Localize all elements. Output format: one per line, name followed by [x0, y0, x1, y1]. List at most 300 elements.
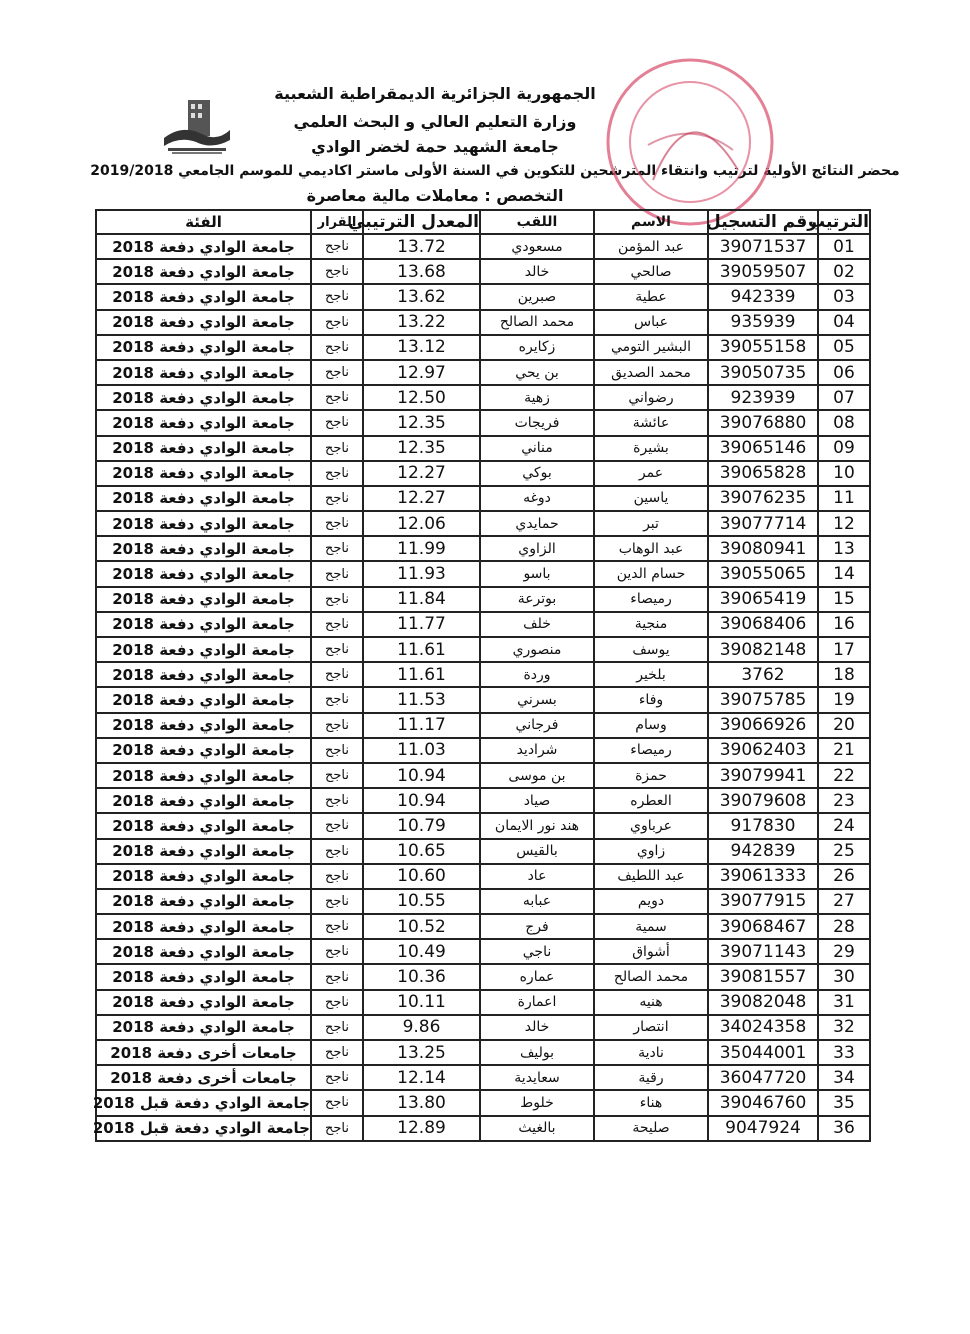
cell-decision: ناجح: [311, 939, 363, 964]
cell-registration: 9047924: [708, 1116, 818, 1141]
table-row: [96, 1040, 870, 1065]
cell-rank: 32: [818, 1015, 870, 1040]
cell-last-name: عبابه: [480, 889, 594, 914]
cell-average: 13.68: [363, 259, 480, 284]
cell-last-name: شراديد: [480, 738, 594, 763]
specialty-title: التخصص : معاملات مالية معاصرة: [306, 186, 564, 205]
table-row: [96, 788, 870, 813]
cell-first-name: بلخير: [594, 662, 708, 687]
cell-decision: ناجح: [311, 561, 363, 586]
header-decision: القرار: [311, 210, 363, 234]
cell-average: 11.93: [363, 561, 480, 586]
cell-first-name: دويم: [594, 889, 708, 914]
cell-registration: 39079608: [708, 788, 818, 813]
cell-last-name: بن يحي: [480, 360, 594, 385]
table-row: [96, 687, 870, 712]
table-header-row: [96, 210, 870, 234]
cell-rank: 06: [818, 360, 870, 385]
cell-category: جامعة الوادي دفعة 2018: [96, 713, 311, 738]
results-table: [92, 209, 871, 1142]
cell-first-name: عباس: [594, 310, 708, 335]
cell-decision: ناجح: [311, 234, 363, 259]
cell-average: 10.65: [363, 839, 480, 864]
cell-category: جامعة الوادي دفعة قبل 2018: [96, 1116, 311, 1141]
cell-first-name: أشواق: [594, 939, 708, 964]
cell-rank: 13: [818, 536, 870, 561]
cell-decision: ناجح: [311, 864, 363, 889]
cell-first-name: العطره: [594, 788, 708, 813]
cell-decision: ناجح: [311, 410, 363, 435]
cell-first-name: وسام: [594, 713, 708, 738]
cell-average: 12.06: [363, 511, 480, 536]
cell-last-name: خلف: [480, 612, 594, 637]
cell-category: جامعة الوادي دفعة 2018: [96, 587, 311, 612]
cell-decision: ناجح: [311, 662, 363, 687]
cell-rank: 09: [818, 436, 870, 461]
cell-average: 11.53: [363, 687, 480, 712]
cell-last-name: مناني: [480, 436, 594, 461]
cell-registration: 942839: [708, 839, 818, 864]
cell-last-name: هند نور الايمان: [480, 813, 594, 838]
cell-rank: 07: [818, 385, 870, 410]
cell-registration: 39046760: [708, 1090, 818, 1115]
cell-average: 12.14: [363, 1065, 480, 1090]
cell-average: 10.11: [363, 990, 480, 1015]
cell-decision: ناجح: [311, 738, 363, 763]
cell-rank: 29: [818, 939, 870, 964]
cell-rank: 21: [818, 738, 870, 763]
table-row: [96, 990, 870, 1015]
cell-average: 11.99: [363, 536, 480, 561]
table-row: [96, 738, 870, 763]
cell-last-name: فرجاني: [480, 713, 594, 738]
cell-category: جامعة الوادي دفعة 2018: [96, 385, 311, 410]
cell-decision: ناجح: [311, 687, 363, 712]
cell-last-name: سعايدية: [480, 1065, 594, 1090]
cell-last-name: فريجات: [480, 410, 594, 435]
cell-first-name: رميصاء: [594, 738, 708, 763]
cell-registration: 39066926: [708, 713, 818, 738]
cell-rank: 01: [818, 234, 870, 259]
cell-registration: 39082048: [708, 990, 818, 1015]
cell-category: جامعة الوادي دفعة 2018: [96, 1015, 311, 1040]
cell-average: 12.89: [363, 1116, 480, 1141]
cell-registration: 39065419: [708, 587, 818, 612]
cell-decision: ناجح: [311, 1090, 363, 1115]
cell-average: 13.80: [363, 1090, 480, 1115]
table-row: [96, 486, 870, 511]
cell-category: جامعة الوادي دفعة 2018: [96, 738, 311, 763]
cell-rank: 35: [818, 1090, 870, 1115]
cell-average: 10.49: [363, 939, 480, 964]
cell-first-name: نادية: [594, 1040, 708, 1065]
table-row: [96, 335, 870, 360]
cell-registration: 39075785: [708, 687, 818, 712]
cell-last-name: بوكي: [480, 461, 594, 486]
cell-last-name: خالد: [480, 1015, 594, 1040]
cell-last-name: بالغيث: [480, 1116, 594, 1141]
cell-category: جامعة الوادي دفعة 2018: [96, 662, 311, 687]
cell-category: جامعة الوادي دفعة 2018: [96, 310, 311, 335]
cell-category: جامعة الوادي دفعة 2018: [96, 410, 311, 435]
cell-registration: 39068467: [708, 914, 818, 939]
cell-category: جامعة الوادي دفعة 2018: [96, 461, 311, 486]
cell-rank: 19: [818, 687, 870, 712]
cell-decision: ناجح: [311, 1040, 363, 1065]
cell-rank: 03: [818, 284, 870, 309]
header-registration: رقم التسجيل: [706, 212, 817, 232]
table-row: [96, 1090, 870, 1115]
cell-registration: 39076880: [708, 410, 818, 435]
table-row: [96, 1015, 870, 1040]
cell-last-name: بسرني: [480, 687, 594, 712]
cell-registration: 39082148: [708, 637, 818, 662]
cell-registration: 39076235: [708, 486, 818, 511]
cell-registration: 39071143: [708, 939, 818, 964]
table-row: [96, 234, 870, 259]
cell-last-name: ناجي: [480, 939, 594, 964]
cell-rank: 04: [818, 310, 870, 335]
cell-category: جامعة الوادي دفعة 2018: [96, 763, 311, 788]
cell-category: جامعة الوادي دفعة 2018: [96, 335, 311, 360]
header-average: المعدل الترتيبي: [348, 212, 479, 232]
cell-first-name: صالحي: [594, 259, 708, 284]
cell-last-name: وردة: [480, 662, 594, 687]
cell-category: جامعة الوادي دفعة 2018: [96, 536, 311, 561]
cell-category: جامعة الوادي دفعة 2018: [96, 964, 311, 989]
cell-decision: ناجح: [311, 964, 363, 989]
cell-average: 10.60: [363, 864, 480, 889]
cell-last-name: منصوري: [480, 637, 594, 662]
cell-decision: ناجح: [311, 839, 363, 864]
cell-rank: 11: [818, 486, 870, 511]
cell-last-name: زهية: [480, 385, 594, 410]
cell-first-name: هناء: [594, 1090, 708, 1115]
cell-first-name: ياسين: [594, 486, 708, 511]
cell-registration: 39077714: [708, 511, 818, 536]
cell-first-name: يوسف: [594, 637, 708, 662]
cell-average: 11.03: [363, 738, 480, 763]
header-ministry: وزارة التعليم العالي و البحث العلمي: [293, 112, 577, 131]
cell-category: جامعة الوادي دفعة 2018: [96, 839, 311, 864]
cell-average: 10.55: [363, 889, 480, 914]
cell-registration: 39068406: [708, 612, 818, 637]
cell-decision: ناجح: [311, 813, 363, 838]
university-logo: [162, 94, 232, 156]
cell-decision: ناجح: [311, 914, 363, 939]
table-row: [96, 561, 870, 586]
cell-registration: 39077915: [708, 889, 818, 914]
cell-average: 11.61: [363, 637, 480, 662]
cell-registration: 923939: [708, 385, 818, 410]
cell-decision: ناجح: [311, 284, 363, 309]
table-row: [96, 410, 870, 435]
table-row: [96, 939, 870, 964]
cell-category: جامعة الوادي دفعة 2018: [96, 259, 311, 284]
cell-first-name: عرباوي: [594, 813, 708, 838]
cell-last-name: زكايره: [480, 335, 594, 360]
cell-last-name: عاد: [480, 864, 594, 889]
table-row: [96, 914, 870, 939]
table-row: [96, 436, 870, 461]
cell-last-name: صياد: [480, 788, 594, 813]
official-stamp: [598, 50, 783, 235]
cell-category: جامعة الوادي دفعة 2018: [96, 788, 311, 813]
cell-last-name: بوليف: [480, 1040, 594, 1065]
cell-category: جامعة الوادي دفعة 2018: [96, 486, 311, 511]
cell-first-name: وفاء: [594, 687, 708, 712]
cell-decision: ناجح: [311, 990, 363, 1015]
cell-category: جامعة الوادي دفعة قبل 2018: [96, 1090, 311, 1115]
cell-average: 12.27: [363, 461, 480, 486]
table-row: [96, 310, 870, 335]
cell-decision: ناجح: [311, 1015, 363, 1040]
cell-first-name: زاوي: [594, 839, 708, 864]
cell-average: 13.12: [363, 335, 480, 360]
cell-decision: ناجح: [311, 461, 363, 486]
cell-first-name: سمية: [594, 914, 708, 939]
cell-registration: 39081557: [708, 964, 818, 989]
cell-rank: 05: [818, 335, 870, 360]
cell-registration: 39055158: [708, 335, 818, 360]
table-row: [96, 284, 870, 309]
cell-decision: ناجح: [311, 436, 363, 461]
cell-last-name: فرج: [480, 914, 594, 939]
cell-last-name: خلوط: [480, 1090, 594, 1115]
cell-registration: 3762: [708, 662, 818, 687]
cell-average: 11.61: [363, 662, 480, 687]
cell-registration: 39065828: [708, 461, 818, 486]
cell-last-name: باسو: [480, 561, 594, 586]
cell-average: 12.35: [363, 436, 480, 461]
cell-registration: 39065146: [708, 436, 818, 461]
table-row: [96, 839, 870, 864]
cell-rank: 14: [818, 561, 870, 586]
cell-last-name: بالقيس: [480, 839, 594, 864]
table-row: [96, 889, 870, 914]
cell-registration: 39080941: [708, 536, 818, 561]
cell-first-name: رميصاء: [594, 587, 708, 612]
cell-average: 11.17: [363, 713, 480, 738]
cell-first-name: عطية: [594, 284, 708, 309]
header-category: الفئة: [96, 210, 311, 234]
table-row: [96, 1065, 870, 1090]
table-row: [96, 511, 870, 536]
cell-last-name: الزاوي: [480, 536, 594, 561]
cell-first-name: رقية: [594, 1065, 708, 1090]
cell-category: جامعة الوادي دفعة 2018: [96, 637, 311, 662]
table-row: [96, 713, 870, 738]
cell-last-name: عماره: [480, 964, 594, 989]
cell-average: 12.97: [363, 360, 480, 385]
cell-average: 10.79: [363, 813, 480, 838]
document-title: محضر النتائج الأولية لترتيب وانتقاء المترشحين للتكوين في السنة الأولى ماستر اكاديمي للموسم الجامعي 2019/2018: [90, 163, 900, 179]
cell-rank: 22: [818, 763, 870, 788]
cell-rank: 36: [818, 1116, 870, 1141]
table-row: [96, 259, 870, 284]
cell-first-name: حمزة: [594, 763, 708, 788]
cell-average: 13.22: [363, 310, 480, 335]
cell-rank: 15: [818, 587, 870, 612]
cell-registration: 39050735: [708, 360, 818, 385]
cell-last-name: دوغه: [480, 486, 594, 511]
cell-last-name: مسعودي: [480, 234, 594, 259]
cell-rank: 31: [818, 990, 870, 1015]
cell-registration: 942339: [708, 284, 818, 309]
cell-first-name: عبد الوهاب: [594, 536, 708, 561]
header-republic: الجمهورية الجزائرية الديمقراطية الشعبية: [274, 84, 596, 103]
cell-first-name: بشيرة: [594, 436, 708, 461]
table-row: [96, 1116, 870, 1141]
cell-rank: 26: [818, 864, 870, 889]
cell-category: جامعة الوادي دفعة 2018: [96, 360, 311, 385]
cell-decision: ناجح: [311, 1065, 363, 1090]
cell-last-name: خالد: [480, 259, 594, 284]
cell-rank: 27: [818, 889, 870, 914]
cell-first-name: رضواني: [594, 385, 708, 410]
cell-first-name: صليحة: [594, 1116, 708, 1141]
cell-registration: 39055065: [708, 561, 818, 586]
cell-category: جامعة الوادي دفعة 2018: [96, 234, 311, 259]
cell-category: جامعة الوادي دفعة 2018: [96, 889, 311, 914]
cell-registration: 39071537: [708, 234, 818, 259]
cell-last-name: محمد الصالح: [480, 310, 594, 335]
cell-average: 10.36: [363, 964, 480, 989]
cell-decision: ناجح: [311, 310, 363, 335]
cell-average: 13.72: [363, 234, 480, 259]
cell-first-name: البشير التومي: [594, 335, 708, 360]
cell-decision: ناجح: [311, 536, 363, 561]
cell-first-name: حسام الدين: [594, 561, 708, 586]
table-row: [96, 536, 870, 561]
cell-registration: 39062403: [708, 738, 818, 763]
table-row: [96, 662, 870, 687]
cell-category: جامعات أخرى دفعة 2018: [96, 1040, 311, 1065]
table-row: [96, 864, 870, 889]
cell-decision: ناجح: [311, 360, 363, 385]
cell-first-name: محمد الصديق: [594, 360, 708, 385]
cell-registration: 36047720: [708, 1065, 818, 1090]
cell-first-name: محمد الصالح: [594, 964, 708, 989]
cell-first-name: عائشة: [594, 410, 708, 435]
cell-decision: ناجح: [311, 612, 363, 637]
cell-decision: ناجح: [311, 889, 363, 914]
cell-rank: 33: [818, 1040, 870, 1065]
cell-category: جامعة الوادي دفعة 2018: [96, 864, 311, 889]
cell-decision: ناجح: [311, 511, 363, 536]
table-row: [96, 461, 870, 486]
cell-rank: 25: [818, 839, 870, 864]
cell-registration: 35044001: [708, 1040, 818, 1065]
cell-category: جامعة الوادي دفعة 2018: [96, 612, 311, 637]
cell-average: 10.94: [363, 763, 480, 788]
cell-rank: 30: [818, 964, 870, 989]
cell-rank: 18: [818, 662, 870, 687]
cell-last-name: بن موسى: [480, 763, 594, 788]
cell-decision: ناجح: [311, 385, 363, 410]
cell-registration: 917830: [708, 813, 818, 838]
cell-last-name: حمايدي: [480, 511, 594, 536]
cell-decision: ناجح: [311, 335, 363, 360]
cell-decision: ناجح: [311, 587, 363, 612]
cell-first-name: هنيه: [594, 990, 708, 1015]
cell-rank: 34: [818, 1065, 870, 1090]
cell-category: جامعة الوادي دفعة 2018: [96, 511, 311, 536]
cell-category: جامعة الوادي دفعة 2018: [96, 813, 311, 838]
cell-last-name: بوترعة: [480, 587, 594, 612]
cell-category: جامعات أخرى دفعة 2018: [96, 1065, 311, 1090]
table-row: [96, 612, 870, 637]
table-row: [96, 813, 870, 838]
cell-average: 12.50: [363, 385, 480, 410]
cell-decision: ناجح: [311, 637, 363, 662]
table-row: [96, 763, 870, 788]
cell-registration: 39061333: [708, 864, 818, 889]
cell-decision: ناجح: [311, 713, 363, 738]
cell-registration: 34024358: [708, 1015, 818, 1040]
cell-rank: 10: [818, 461, 870, 486]
table-row: [96, 637, 870, 662]
cell-decision: ناجح: [311, 1116, 363, 1141]
cell-rank: 16: [818, 612, 870, 637]
cell-rank: 23: [818, 788, 870, 813]
header-rank: الترتيب: [807, 212, 869, 232]
cell-category: جامعة الوادي دفعة 2018: [96, 687, 311, 712]
cell-category: جامعة الوادي دفعة 2018: [96, 914, 311, 939]
header-last-name: اللقب: [480, 210, 594, 234]
cell-rank: 20: [818, 713, 870, 738]
cell-rank: 08: [818, 410, 870, 435]
cell-rank: 12: [818, 511, 870, 536]
cell-first-name: عبد اللطيف: [594, 864, 708, 889]
cell-category: جامعة الوادي دفعة 2018: [96, 939, 311, 964]
cell-decision: ناجح: [311, 788, 363, 813]
cell-average: 11.84: [363, 587, 480, 612]
header-university: جامعة الشهيد حمة لخضر الوادي: [311, 137, 559, 156]
cell-rank: 02: [818, 259, 870, 284]
cell-average: 11.77: [363, 612, 480, 637]
cell-first-name: منجية: [594, 612, 708, 637]
cell-average: 12.35: [363, 410, 480, 435]
cell-category: جامعة الوادي دفعة 2018: [96, 561, 311, 586]
cell-first-name: انتصار: [594, 1015, 708, 1040]
cell-registration: 39079941: [708, 763, 818, 788]
cell-decision: ناجح: [311, 486, 363, 511]
cell-category: جامعة الوادي دفعة 2018: [96, 990, 311, 1015]
cell-average: 9.86: [363, 1015, 480, 1040]
cell-rank: 24: [818, 813, 870, 838]
cell-average: 13.62: [363, 284, 480, 309]
cell-rank: 17: [818, 637, 870, 662]
cell-decision: ناجح: [311, 259, 363, 284]
cell-category: جامعة الوادي دفعة 2018: [96, 436, 311, 461]
cell-decision: ناجح: [311, 763, 363, 788]
cell-average: 13.25: [363, 1040, 480, 1065]
table-row: [96, 385, 870, 410]
cell-registration: 39059507: [708, 259, 818, 284]
table-row: [96, 964, 870, 989]
cell-category: جامعة الوادي دفعة 2018: [96, 284, 311, 309]
cell-last-name: اعمارة: [480, 990, 594, 1015]
cell-first-name: تبر: [594, 511, 708, 536]
table-row: [96, 587, 870, 612]
header-first-name: الاسم: [594, 210, 708, 234]
cell-last-name: صبرين: [480, 284, 594, 309]
cell-average: 10.94: [363, 788, 480, 813]
cell-rank: 28: [818, 914, 870, 939]
cell-first-name: عبد المؤمن: [594, 234, 708, 259]
cell-registration: 935939: [708, 310, 818, 335]
